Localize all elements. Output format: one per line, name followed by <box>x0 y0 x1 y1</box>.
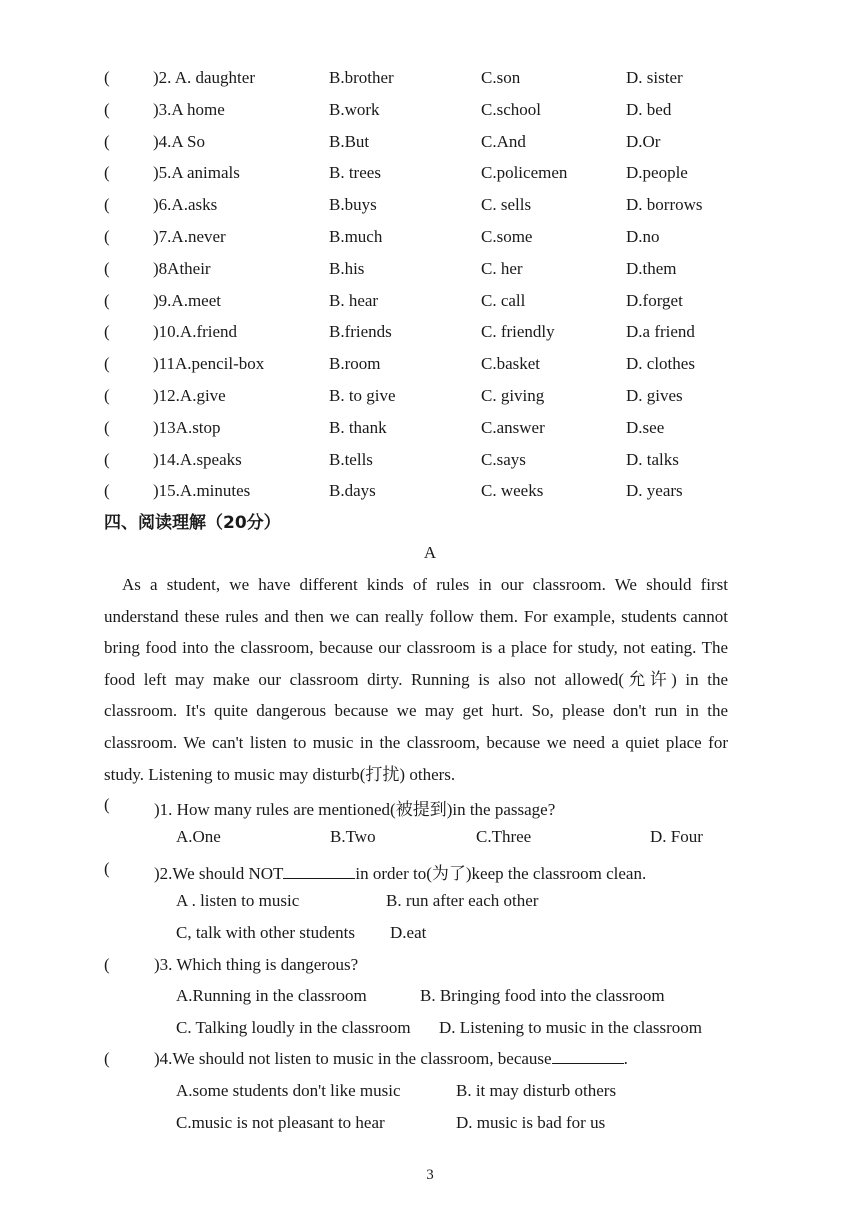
cloze-question-row <box>0 348 860 380</box>
option-d: D.a friend <box>626 322 695 342</box>
answer-paren: ( <box>104 195 110 215</box>
option-b: B. Bringing food into the classroom <box>420 986 665 1005</box>
option-c: C.basket <box>481 354 541 374</box>
option-c: C. friendly <box>481 322 555 342</box>
option-c: C.music is not pleasant to hear <box>176 1113 385 1132</box>
option-b: B. to give <box>329 385 396 405</box>
cloze-question-row <box>0 475 860 507</box>
cloze-question-row <box>0 126 860 158</box>
option-a: )5.A animals <box>153 163 240 183</box>
option-a: )6.A.asks <box>153 195 218 215</box>
question-stem-end: . <box>623 1049 628 1068</box>
answer-paren: ( <box>104 226 110 246</box>
option-b: B. hear <box>329 290 379 310</box>
option-a: )7.A.never <box>153 226 226 246</box>
page-number: 3 <box>426 1167 434 1183</box>
answer-paren: ( <box>104 449 110 469</box>
option-d: D.see <box>626 417 665 437</box>
option-d: D. sister <box>626 68 683 87</box>
option-d: D. years <box>626 481 683 501</box>
answer-paren: ( <box>104 354 110 374</box>
option-c: C. Talking loudly in the classroom <box>176 1018 411 1037</box>
option-a: A . listen to music <box>176 891 300 910</box>
option-d: D. talks <box>626 449 679 469</box>
option-c: C.says <box>481 449 526 469</box>
option-d: D. clothes <box>626 354 695 374</box>
option-a: A.One <box>176 827 221 846</box>
option-d: D.eat <box>390 923 427 942</box>
answer-paren: ( <box>104 322 110 342</box>
option-b: B.friends <box>329 322 392 342</box>
option-d: D. gives <box>626 385 683 405</box>
option-b: B.buys <box>329 195 377 215</box>
option-c: C, talk with other students <box>176 923 355 942</box>
question-stem <box>154 859 646 884</box>
option-b: B.tells <box>329 449 373 469</box>
answer-paren: ( <box>104 795 110 814</box>
option-a: )8Atheir <box>153 258 211 278</box>
option-d: D. bed <box>626 99 672 119</box>
option-a: )13A.stop <box>153 417 221 437</box>
option-c: C.And <box>481 131 526 151</box>
option-c: C. sells <box>481 195 532 215</box>
option-b: B. it may disturb others <box>456 1081 617 1100</box>
option-a: )14.A.speaks <box>153 449 242 469</box>
cloze-question-row <box>0 221 860 253</box>
option-d: D.no <box>626 226 660 246</box>
option-a: )4.A So <box>153 131 205 151</box>
option-a: )12.A.give <box>153 385 226 405</box>
option-a: )11A.pencil-box <box>153 354 265 374</box>
option-b: B.work <box>329 99 380 119</box>
option-b: B. run after each other <box>386 891 539 910</box>
option-b: B.brother <box>329 68 394 87</box>
cloze-question-row <box>0 94 860 126</box>
option-d: D. borrows <box>626 195 703 215</box>
answer-paren: ( <box>104 385 110 405</box>
option-b: B.room <box>329 354 381 374</box>
question-stem: )3. Which thing is dangerous? <box>154 955 359 974</box>
question-stem-start: )4.We should not listen to music in the classroom, because <box>154 1049 552 1068</box>
answer-paren: ( <box>104 481 110 501</box>
option-a: )3.A home <box>153 99 225 119</box>
option-a: )2. A. daughter <box>153 68 255 87</box>
answer-paren: ( <box>104 99 110 119</box>
option-c: C.some <box>481 226 533 246</box>
question-stem-end: in order to(为了)keep the classroom clean. <box>355 864 647 883</box>
cloze-question-row <box>0 157 860 189</box>
option-b: B.much <box>329 226 383 246</box>
option-a: )15.A.minutes <box>153 481 251 501</box>
cloze-question-row <box>0 253 860 285</box>
cloze-question-row <box>0 62 860 94</box>
cloze-question-row <box>0 412 860 444</box>
option-d: D.people <box>626 163 688 183</box>
question-stem: )1. How many rules are mentioned(被提到)in the passage? <box>154 800 556 819</box>
option-c: C.policemen <box>481 163 568 183</box>
answer-paren: ( <box>104 258 110 278</box>
option-a: A.Running in the classroom <box>176 986 367 1005</box>
cloze-question-row <box>0 316 860 348</box>
answer-paren: ( <box>104 290 110 310</box>
question-stem <box>154 1049 628 1069</box>
answer-blank[interactable] <box>283 864 355 879</box>
option-d: D. Listening to music in the classroom <box>439 1018 702 1037</box>
answer-blank[interactable] <box>552 1049 624 1064</box>
cloze-options-list <box>0 62 860 507</box>
option-b: B.Two <box>330 827 376 846</box>
question-stem-start: )2.We should NOT <box>154 864 284 883</box>
answer-paren: ( <box>104 163 110 183</box>
answer-paren: ( <box>104 1049 110 1068</box>
option-c: C. call <box>481 290 526 310</box>
answer-paren: ( <box>104 955 110 974</box>
option-b: B.his <box>329 258 365 278</box>
cloze-question-row <box>0 189 860 221</box>
option-b: B. thank <box>329 417 387 437</box>
option-d: D. Four <box>650 827 703 846</box>
option-c: C.answer <box>481 417 545 437</box>
option-b: B.But <box>329 131 370 151</box>
reading-passage: As a student, we have different kinds of rules in our classroom. We should first understand these rules and then we can really follow them. For example, students cannot bring food into the classroom, because our classroom is a place for study, not eating. The food left may make our classroom dirty. Running is also not allowed(允许) in the classroom. It's quite dangerous because we may get hurt. So, please don't run in the classroom. We can't listen to music in the classroom, because we need a quiet place for study. Listening to music may disturb(打扰) others. <box>104 575 728 784</box>
option-c: C. weeks <box>481 481 544 501</box>
cloze-question-row <box>0 380 860 412</box>
answer-paren: ( <box>104 417 110 437</box>
answer-paren: ( <box>104 131 110 151</box>
option-a: )10.A.friend <box>153 322 238 342</box>
option-b: B.days <box>329 481 376 501</box>
option-c: C.son <box>481 68 521 87</box>
option-a: )9.A.meet <box>153 290 221 310</box>
option-c: C.Three <box>476 827 532 846</box>
section-title: 四、阅读理解（20分） <box>104 513 281 533</box>
option-c: C. her <box>481 258 523 278</box>
option-d: D.Or <box>626 131 661 151</box>
option-b: B. trees <box>329 163 381 183</box>
passage-label: A <box>423 543 437 562</box>
cloze-question-row <box>0 444 860 476</box>
option-d: D.forget <box>626 290 683 310</box>
answer-paren: ( <box>104 68 110 87</box>
option-d: D.them <box>626 258 677 278</box>
answer-paren: ( <box>104 859 110 878</box>
option-c: C.school <box>481 99 541 119</box>
option-a: A.some students don't like music <box>176 1081 401 1100</box>
option-c: C. giving <box>481 385 545 405</box>
cloze-question-row <box>0 285 860 317</box>
option-d: D. music is bad for us <box>456 1113 606 1132</box>
